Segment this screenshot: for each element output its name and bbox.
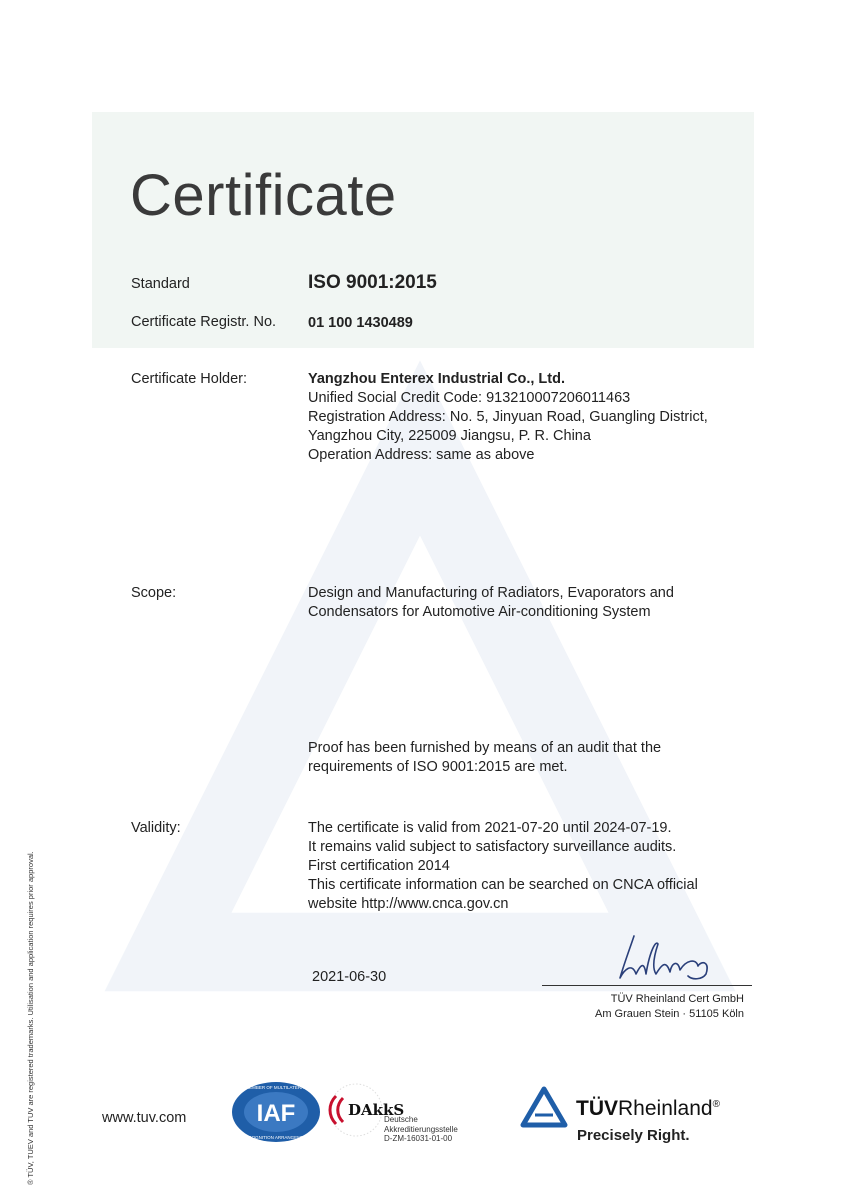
proof-block: [308, 739, 661, 777]
validity-line-3: First certification 2014: [308, 858, 450, 874]
dakks-line-2: Akkreditierungsstelle: [384, 1124, 458, 1134]
tuv-brand: [576, 1097, 720, 1121]
issuer-name: TÜV Rheinland Cert GmbH: [610, 993, 744, 1005]
tuv-brand-bold: TÜV: [576, 1097, 618, 1120]
tuv-brand-rest: Rheinland: [618, 1097, 713, 1120]
proof-line-2: requirements of ISO 9001:2015 are met.: [308, 759, 568, 775]
tuv-brand-reg: ®: [712, 1099, 720, 1110]
proof-line-1: Proof has been furnished by means of an audit that the: [308, 740, 662, 756]
validity-label: Validity:: [131, 820, 181, 836]
dakks-name: DAkkS: [348, 1101, 405, 1119]
iaf-ring-top: MEMBER OF MULTILATERAL: [245, 1085, 307, 1090]
holder-credit-code: Unified Social Credit Code: 913210007206011463: [308, 390, 631, 406]
scope-block: [308, 584, 674, 622]
certificate-title: Certificate: [130, 163, 397, 228]
holder-label: Certificate Holder:: [131, 371, 248, 387]
website-link[interactable]: www.tuv.com: [102, 1110, 187, 1126]
scope-line-1: Design and Manufacturing of Radiators, Evaporators and: [308, 585, 674, 601]
header-panel: [92, 112, 754, 348]
validity-line-2: It remains valid subject to satisfactory surveillance audits.: [308, 839, 677, 855]
holder-address-line-2: Yangzhou City, 225009 Jiangsu, P. R. China: [308, 428, 591, 444]
issuer-address: Am Grauen Stein · 51105 Köln: [595, 1008, 744, 1020]
holder-address-line-1: Registration Address: No. 5, Jinyuan Road, Guangling District,: [308, 409, 708, 425]
holder-name: Yangzhou Enterex Industrial Co., Ltd.: [308, 371, 565, 387]
issuer-block: [595, 992, 744, 1022]
registr-label: Certificate Registr. No.: [131, 314, 277, 330]
signature-icon: [606, 930, 722, 986]
validity-line-5: website http://www.cnca.gov.cn: [308, 896, 509, 912]
registr-value: 01 100 1430489: [308, 315, 413, 331]
holder-block: [308, 370, 708, 465]
scope-label: Scope:: [131, 585, 177, 601]
iaf-logo-icon: [230, 1080, 322, 1144]
dakks-line-1: Deutsche: [384, 1115, 418, 1124]
signature-line: [542, 985, 752, 986]
validity-line-1: The certificate is valid from 2021-07-20 until 2024-07-19.: [308, 820, 672, 836]
iaf-ring-bottom: RECOGNITION ARRANGEMENT: [242, 1135, 310, 1140]
iaf-text: IAF: [256, 1100, 296, 1127]
scope-line-2: Condensators for Automotive Air-conditioning System: [308, 604, 651, 620]
dakks-text: [384, 1115, 458, 1144]
standard-label: Standard: [131, 276, 190, 292]
trademark-note: ® TÜV, TUEV and TUV are registered trademarks. Utilisation and application requires prior approval.: [26, 851, 35, 1185]
standard-value: ISO 9001:2015: [308, 272, 437, 293]
issue-date: 2021-06-30: [312, 969, 387, 985]
tuv-triangle-logo-icon: [520, 1086, 568, 1128]
validity-line-4: This certificate information can be searched on CNCA official: [308, 877, 698, 893]
holder-operation-address: Operation Address: same as above: [308, 447, 535, 463]
dakks-line-3: D-ZM-16031-01-00: [384, 1134, 453, 1143]
tuv-slogan: Precisely Right.: [577, 1127, 690, 1144]
validity-block: [308, 819, 698, 914]
